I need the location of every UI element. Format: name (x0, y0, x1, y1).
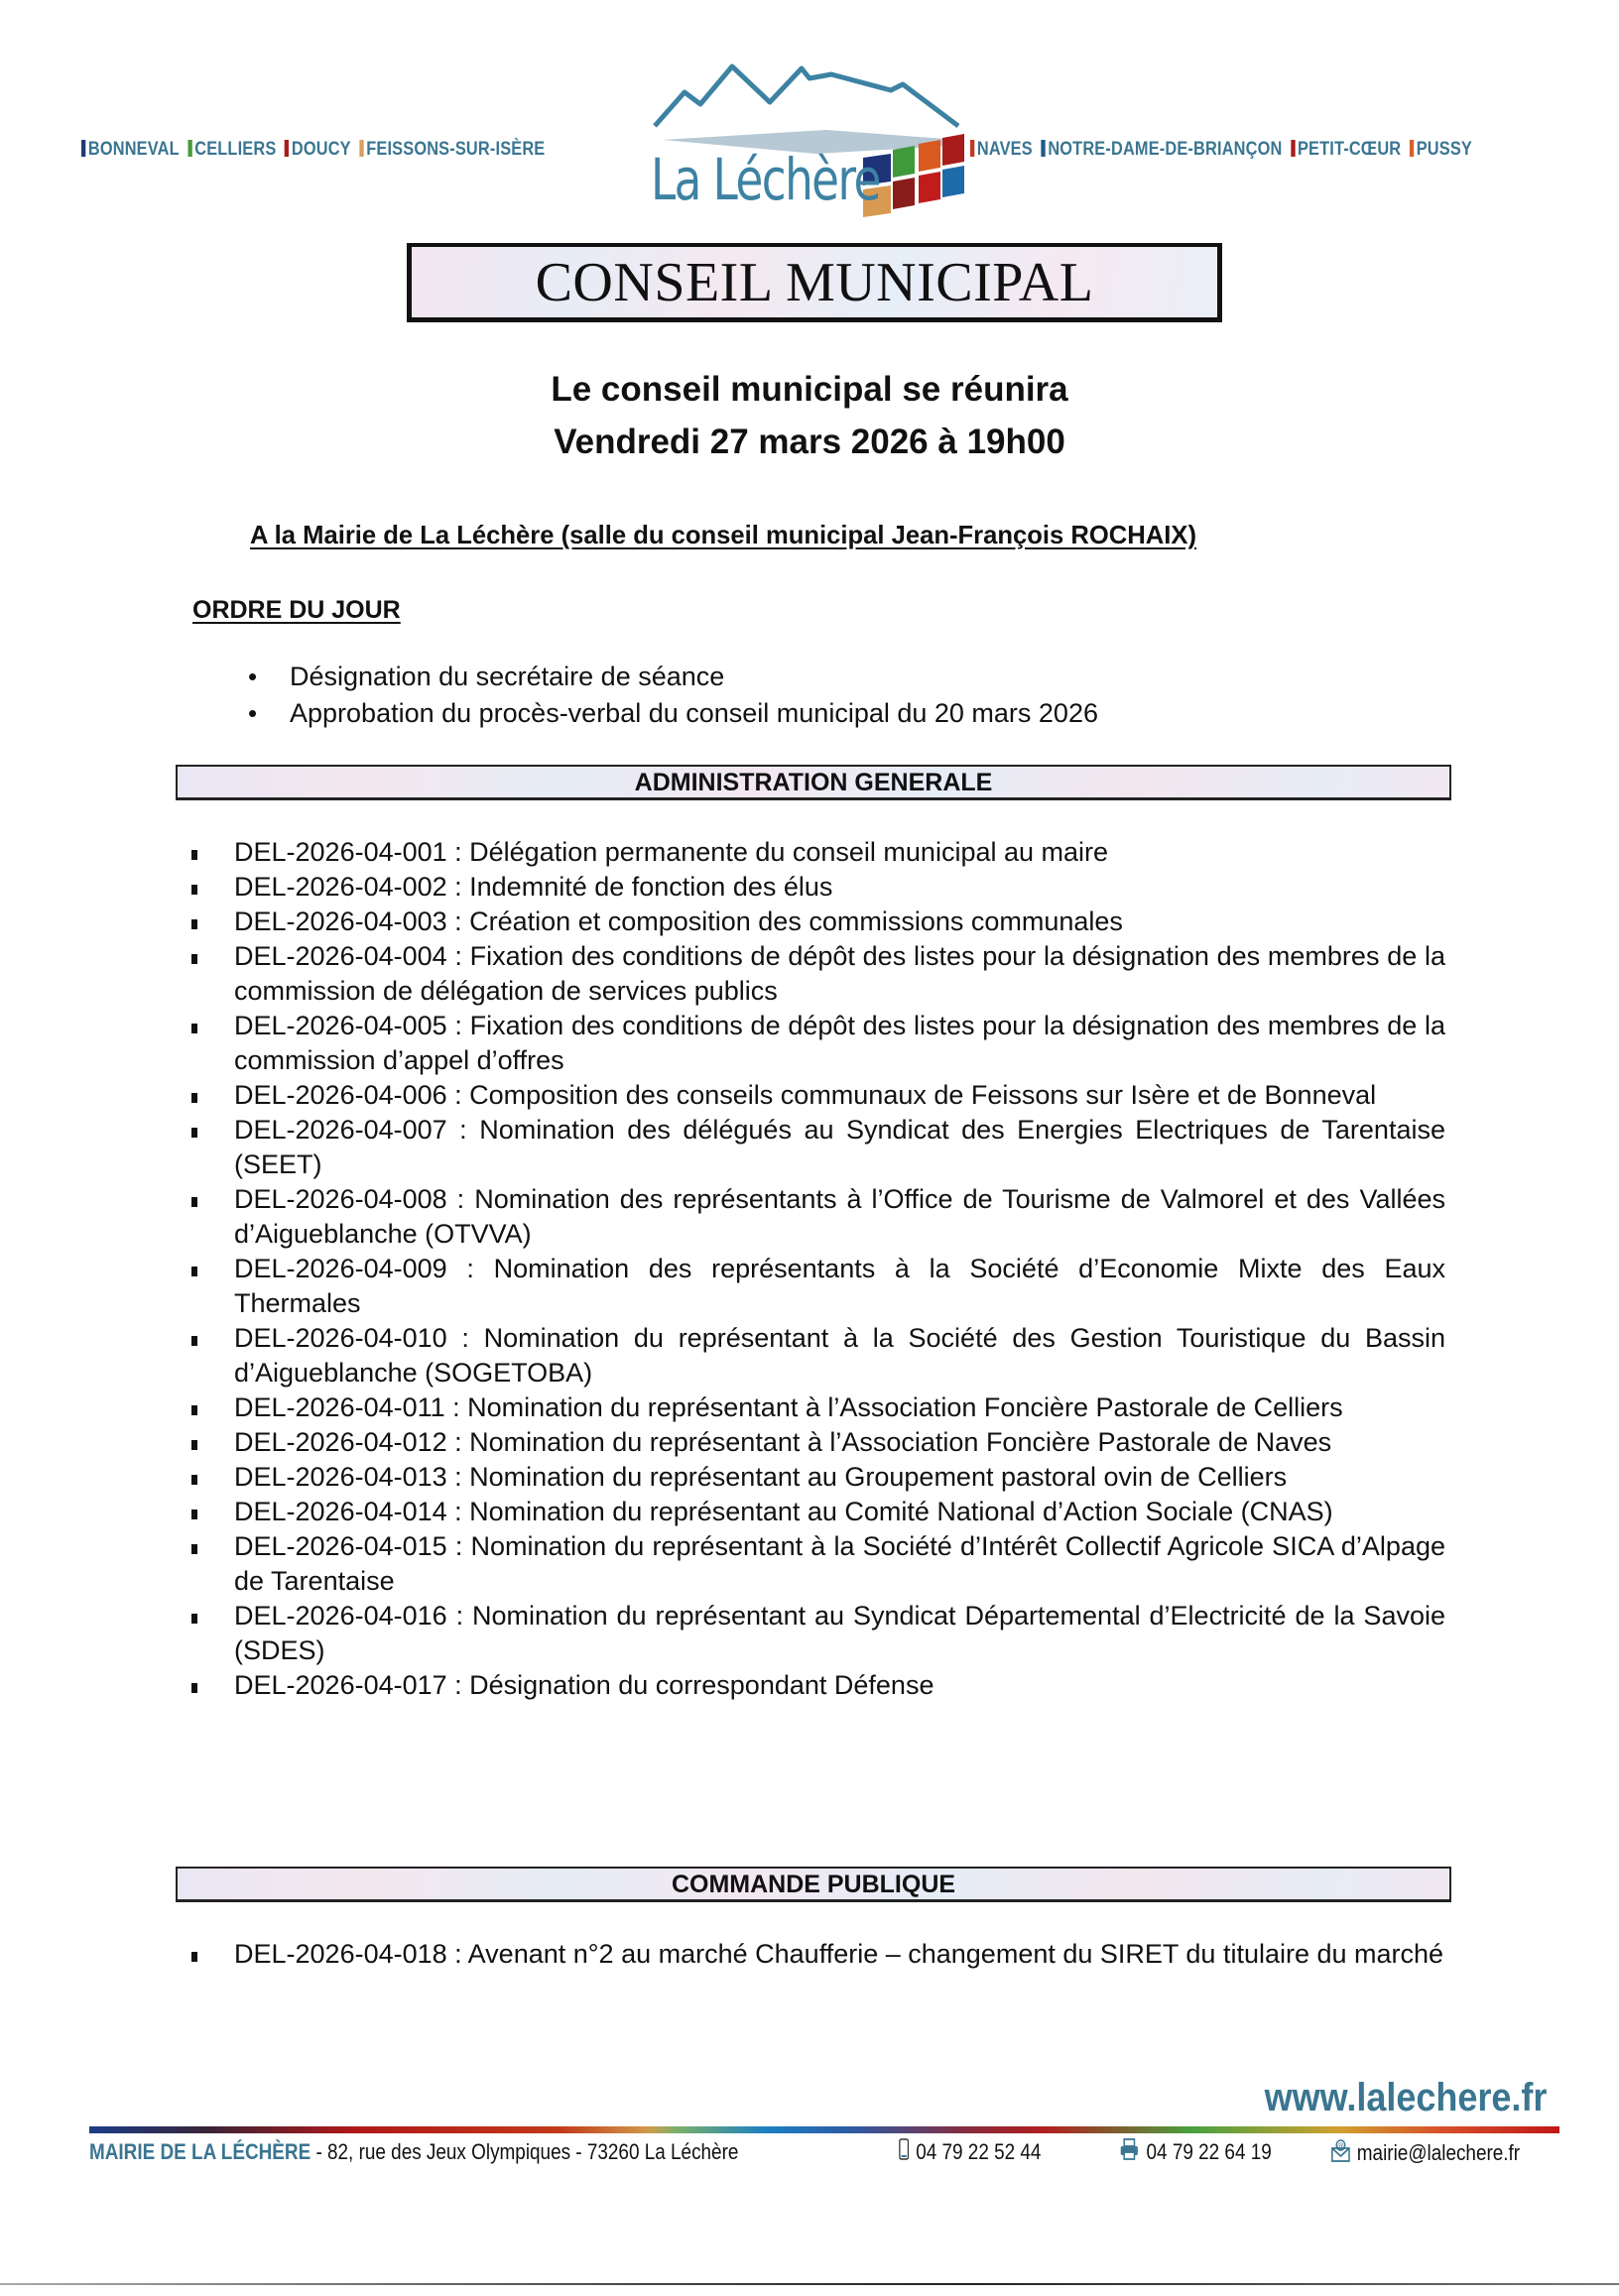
village-name: NAVES (976, 139, 1033, 160)
village-label (81, 139, 180, 161)
agenda-title: ORDRE DU JOUR (192, 596, 401, 624)
mobile-phone-icon (899, 2138, 909, 2166)
village-label (1291, 139, 1401, 161)
footer-color-bar (89, 2126, 1559, 2133)
village-label (187, 139, 276, 161)
phone-number: 04 79 22 52 44 (916, 2139, 1042, 2164)
village-color-marker (359, 140, 363, 157)
logo-color-block (942, 134, 964, 166)
footer-email (1331, 2138, 1520, 2168)
deliberation-item: DEL-2026-04-006 : Composition des conseils communaux de Feissons sur Isère et de Bonneval (184, 1078, 1445, 1113)
meeting-line-1: Le conseil municipal se réunira (551, 370, 1068, 409)
deliberation-item: DEL-2026-04-014 : Nomination du représentant au Comité National d’Action Sociale (CNAS) (184, 1495, 1445, 1529)
deliberation-item: DEL-2026-04-015 : Nomination du représentant à la Société d’Intérêt Collectif Agricole SICA d’Alpage de Tarentaise (184, 1529, 1445, 1599)
footer-phone (899, 2138, 1041, 2166)
email-address[interactable]: mairie@lalechere.fr (1356, 2140, 1521, 2165)
la-lechere-logo (643, 55, 970, 233)
village-name: NOTRE-DAME-DE-BRIANÇON (1048, 139, 1283, 160)
village-label (970, 139, 1033, 161)
village-label (359, 139, 545, 161)
title-box (407, 243, 1222, 322)
meeting-location: A la Mairie de La Léchère (salle du conseil municipal Jean-François ROCHAIX) (250, 520, 1197, 549)
village-label (285, 139, 351, 161)
meeting-date: Vendredi 27 mars 2026 à 19h00 (554, 423, 1065, 461)
village-label (1410, 139, 1472, 161)
village-name: PETIT-CŒUR (1297, 139, 1402, 160)
deliberation-item: DEL-2026-04-008 : Nomination des représentants à l’Office de Tourisme de Valmorel et des Vallées d’Aigueblanche (OTVVA) (184, 1182, 1445, 1252)
agenda-item: • Désignation du secrétaire de séance (248, 659, 1098, 695)
agenda-list (248, 659, 1098, 732)
village-color-marker (1291, 140, 1295, 157)
logo-color-block (893, 178, 915, 209)
footer-org-name: MAIRIE DE LA LÉCHÈRE (89, 2139, 311, 2164)
deliberation-item: DEL-2026-04-016 : Nomination du représentant au Syndicat Départemental d’Electricité de la Savoie (SDES) (184, 1599, 1445, 1668)
village-name: FEISSONS-SUR-ISÈRE (366, 139, 546, 160)
footer-address (89, 2139, 738, 2165)
deliberation-item: DEL-2026-04-018 : Avenant n°2 au marché Chaufferie – changement du SIRET du titulaire du marché (184, 1937, 1445, 1972)
deliberation-item: DEL-2026-04-001 : Délégation permanente du conseil municipal au maire (184, 835, 1445, 870)
village-color-marker (1041, 140, 1045, 157)
village-name: DOUCY (291, 139, 351, 160)
logo-color-block (919, 172, 940, 203)
village-color-marker (81, 140, 85, 157)
deliberation-item: DEL-2026-04-012 : Nomination du représentant à l’Association Foncière Pastorale de Naves (184, 1425, 1445, 1460)
village-color-marker (285, 140, 289, 157)
agenda-item: • Approbation du procès-verbal du conseil municipal du 20 mars 2026 (248, 695, 1098, 732)
village-label (1041, 139, 1282, 161)
deliberation-item: DEL-2026-04-011 : Nomination du représentant à l’Association Foncière Pastorale de Celliers (184, 1390, 1445, 1425)
village-name: BONNEVAL (87, 139, 180, 160)
deliberation-list-administration (184, 835, 1445, 1703)
deliberation-item: DEL-2026-04-010 : Nomination du représentant à la Société des Gestion Touristique du Bassin d’Aigueblanche (SOGETOBA) (184, 1321, 1445, 1390)
logo-color-block (919, 140, 940, 172)
deliberation-item: DEL-2026-04-009 : Nomination des représentants à la Société d’Economie Mixte des Eaux Thermales (184, 1252, 1445, 1321)
deliberation-item: DEL-2026-04-005 : Fixation des conditions de dépôt des listes pour la désignation des membres de la commission d’appel d’offres (184, 1009, 1445, 1078)
scan-edge-line (0, 2283, 1619, 2285)
villages-left (81, 139, 554, 161)
village-name: PUSSY (1416, 139, 1473, 160)
website-link[interactable]: www.lalechere.fr (1264, 2076, 1547, 2119)
village-color-marker (1410, 140, 1414, 157)
deliberation-item: DEL-2026-04-013 : Nomination du représentant au Groupement pastoral ovin de Celliers (184, 1460, 1445, 1495)
deliberation-list-commande-publique (184, 1937, 1445, 1972)
section-header-commande-publique: COMMANDE PUBLIQUE (176, 1867, 1451, 1902)
village-color-marker (970, 140, 974, 157)
footer-fax (1119, 2138, 1272, 2166)
village-color-marker (187, 140, 191, 157)
deliberation-item: DEL-2026-04-002 : Indemnité de fonction des élus (184, 870, 1445, 905)
svg-text:@: @ (1337, 2140, 1344, 2151)
village-name: CELLIERS (194, 139, 277, 160)
email-icon (1331, 2138, 1350, 2168)
logo-color-block (942, 166, 964, 197)
fax-icon (1119, 2138, 1140, 2166)
footer-address-text: - 82, rue des Jeux Olympiques - 73260 La Léchère (311, 2139, 739, 2164)
deliberation-item: DEL-2026-04-004 : Fixation des conditions de dépôt des listes pour la désignation des membres de la commission de délégation de services publics (184, 939, 1445, 1009)
villages-right (970, 139, 1481, 161)
fax-number: 04 79 22 64 19 (1146, 2139, 1272, 2164)
logo-color-block (893, 146, 915, 178)
deliberation-item: DEL-2026-04-007 : Nomination des délégués au Syndicat des Energies Electriques de Tarentaise (SEET) (184, 1113, 1445, 1182)
deliberation-item: DEL-2026-04-003 : Création et composition des commissions communales (184, 905, 1445, 939)
page-title: CONSEIL MUNICIPAL (535, 251, 1094, 313)
mountain-outline (655, 66, 958, 126)
logo-text: La Léchère (651, 146, 880, 213)
section-header-administration: ADMINISTRATION GENERALE (176, 765, 1451, 800)
deliberation-item: DEL-2026-04-017 : Désignation du correspondant Défense (184, 1668, 1445, 1703)
